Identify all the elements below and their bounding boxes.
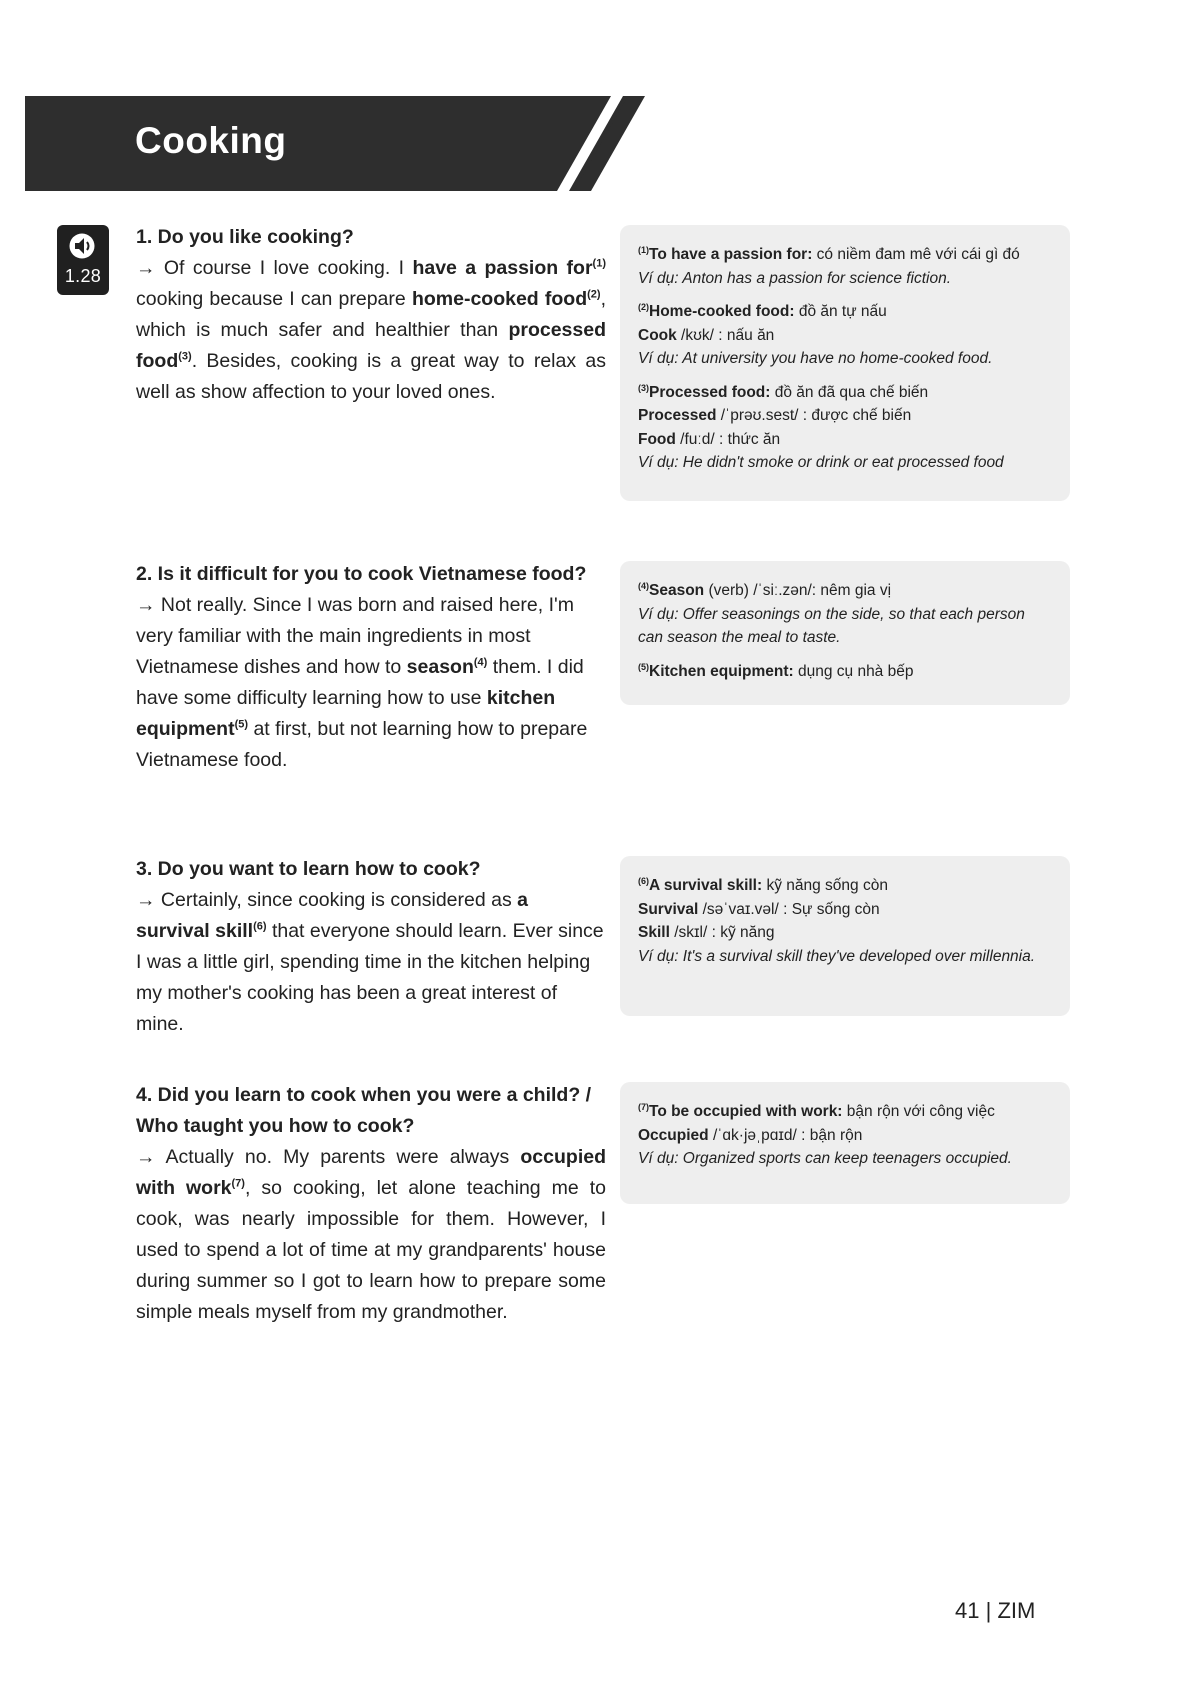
footnote-ref: (3): [178, 350, 192, 363]
vocab-entry: $^{(4)}$Season (verb) /ˈsiː.zən/: nêm gia vị: [638, 580, 892, 599]
vocab-highlight: kitchen equipment: [136, 687, 556, 740]
vocab-entry: $^{(3)}$Processed food: đồ ăn đã qua chế biến: [638, 382, 929, 401]
title-banner: [25, 96, 645, 191]
vocab-note-3: [620, 856, 1070, 1016]
question-text: 3. Do you want to learn how to cook?: [136, 858, 481, 880]
vocab-note-4: [620, 1082, 1070, 1204]
vocab-entry: $^{(6)}$A survival skill: kỹ năng sống còn: [638, 875, 888, 894]
vocab-entry: $^{(1)}$To have a passion for: có niềm đam mê với cái gì đó: [638, 244, 1020, 263]
vocab-note-2: [620, 561, 1070, 705]
answer-text: → Of course I love cooking. I have a passion for$^{(1)}$ cooking because I can prepare home-cooked food$^{(2)}$, which is much safer and healthier than processed food$^{(3)}$. Besides, cooking is a great way to relax as well as show affection to your loved ones.: [136, 257, 606, 403]
answer-text: → Not really. Since I was born and raised here, I'm very familiar with the main ingredients in most Vietnamese dishes and how to season$^{(4)}$ them. I did have some difficulty learning how to use kitchen equipment$^{(5)}$ at first, but not learning how to prepare Vietnamese food.: [136, 594, 588, 771]
footnote-ref: (1): [592, 257, 606, 270]
question-block-3: [136, 854, 606, 1040]
audio-track-number: 1.28: [64, 266, 102, 286]
vocab-subentry: Food /fuːd/ : thức ăn: [638, 430, 781, 448]
answer-text: → Certainly, since cooking is considered as a survival skill$^{(6)}$ that everyone should learn. Ever since I was a little girl, spending time in the kitchen helping my mother's cooking has been a great interest of mine.: [136, 889, 604, 1035]
vocab-example: Ví dụ: Offer seasonings on the side, so that each person can season the meal to taste.: [638, 605, 1025, 646]
audio-track-button[interactable]: [57, 225, 109, 295]
question-text: 2. Is it difficult for you to cook Vietnamese food?: [136, 563, 587, 585]
page-footer: [955, 1598, 1035, 1624]
vocab-highlight: have a passion for: [412, 257, 593, 279]
vocab-highlight: home-cooked food: [411, 288, 588, 310]
page-title: Cooking: [135, 120, 287, 161]
vocab-example: Ví dụ: It's a survival skill they've developed over millennia.: [638, 947, 1036, 965]
question-block-2: [136, 559, 606, 776]
vocab-example: Ví dụ: He didn't smoke or drink or eat processed food: [638, 454, 1004, 471]
footnote-ref: (7): [231, 1177, 245, 1190]
vocab-entry: $^{(2)}$Home-cooked food: đồ ăn tự nấu: [638, 301, 887, 320]
vocab-example: Ví dụ: Anton has a passion for science fiction.: [638, 269, 952, 287]
vocab-subentry: Survival /səˈvaɪ.vəl/ : Sự sống còn: [638, 900, 880, 918]
question-text: 1. Do you like cooking?: [136, 226, 354, 248]
footer-separator: |: [979, 1598, 998, 1623]
footnote-ref: (6): [253, 920, 267, 933]
vocab-subentry: Cook /kʊk/ : nấu ăn: [638, 326, 775, 344]
vocab-note-1: [620, 225, 1070, 501]
footnote-ref: (5): [234, 718, 249, 731]
title-banner-shape: [25, 96, 645, 191]
vocab-subentry: Skill /skɪl/ : kỹ năng: [638, 924, 775, 941]
question-block-4: [136, 1080, 606, 1328]
vocab-subentry: Occupied /ˈɑk·jəˌpɑɪd/ : bận rộn: [638, 1126, 863, 1144]
footnote-ref: (2): [587, 288, 601, 301]
vocab-highlight: processed food: [136, 319, 606, 372]
vocab-highlight: occupied with work: [136, 1146, 606, 1199]
speaker-icon: [69, 233, 97, 259]
question-text: 4. Did you learn to cook when you were a child? / Who taught you how to cook?: [136, 1084, 592, 1137]
brand-name: ZIM: [997, 1598, 1036, 1623]
vocab-entry: $^{(7)}$To be occupied with work: bận rộn với công việc: [638, 1101, 995, 1120]
question-block-1: [136, 222, 606, 408]
vocab-entry: $^{(5)}$Kitchen equipment: dụng cụ nhà bếp: [638, 661, 914, 680]
page-number: 41: [955, 1598, 980, 1623]
vocab-example: Ví dụ: Organized sports can keep teenagers occupied.: [638, 1150, 1012, 1167]
vocab-example: Ví dụ: At university you have no home-cooked food.: [638, 350, 993, 367]
footnote-ref: (4): [473, 656, 488, 669]
vocab-subentry: Processed /ˈprəʊ.sest/ : được chế biến: [638, 407, 912, 424]
vocab-highlight: a survival skill: [136, 889, 529, 942]
answer-text: → Actually no. My parents were always occupied with work$^{(7)}$, so cooking, let alone teaching me to cook, was nearly impossible for them. However, I used to spend a lot of time at my grandparents' house during summer so I got to learn how to prepare some simple meals myself from my grandmother.: [136, 1146, 607, 1323]
vocab-highlight: season: [406, 656, 474, 678]
